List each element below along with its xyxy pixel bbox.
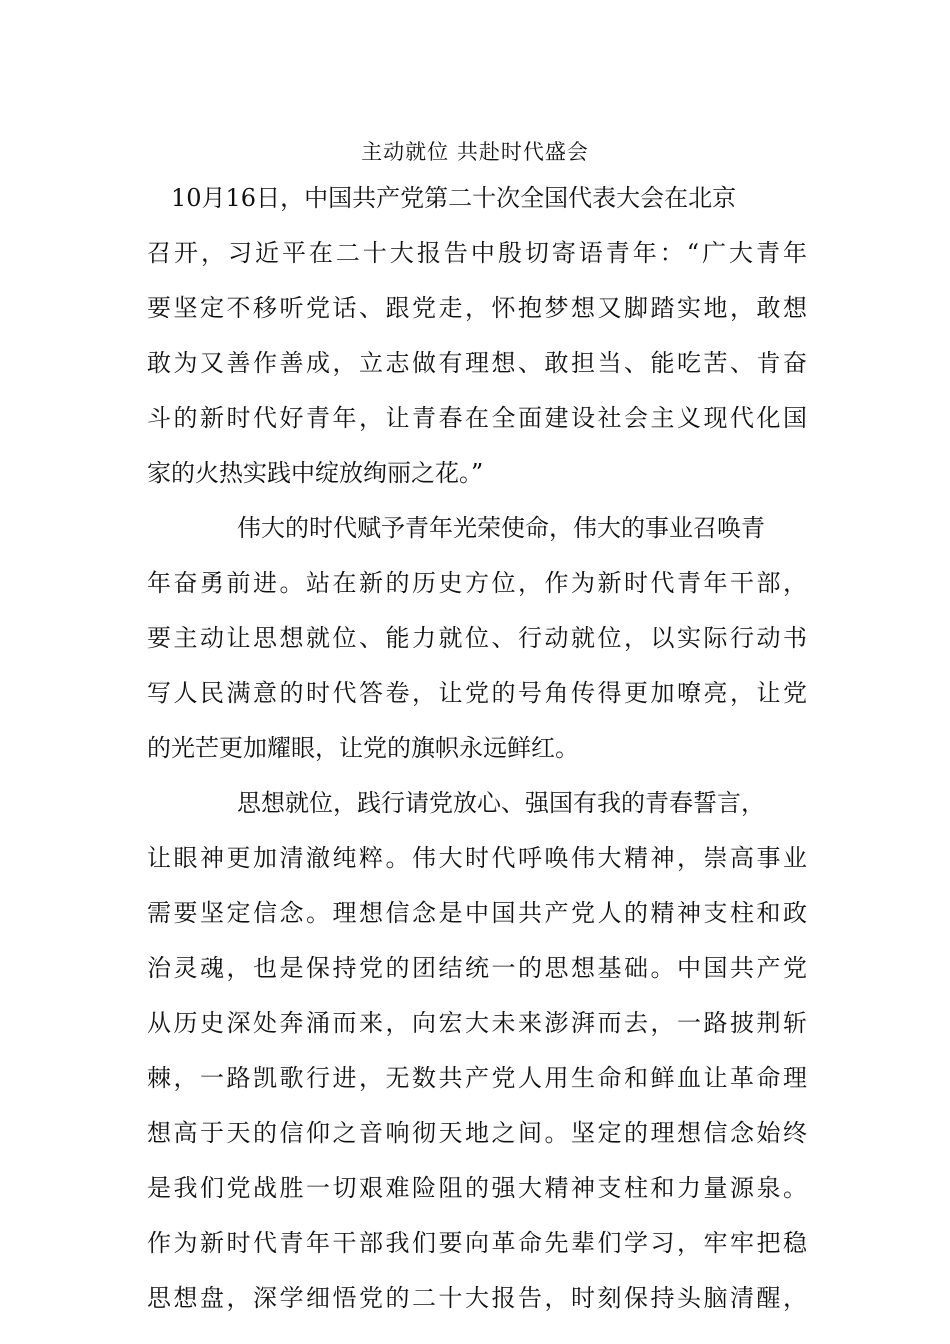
- text-line: 棘，一路凯歌行进，无数共产党人用生命和鲜血让革命理: [147, 1064, 807, 1092]
- text-line: 写人民满意的时代答卷，让党的号角传得更加嘹亮，让党: [147, 679, 807, 707]
- document-title: 主动就位 共赴时代盛会: [361, 140, 589, 164]
- text-line: 从历史深处奔涌而来，向宏大未来澎湃而去，一路披荆斩: [147, 1009, 807, 1037]
- text-line: 召开，习近平在二十大报告中殷切寄语青年：“广大青年: [147, 239, 807, 267]
- text-line: 要坚定不移听党话、跟党走，怀抱梦想又脚踏实地，敢想: [147, 294, 807, 322]
- text-line: 需要坚定信念。理想信念是中国共产党人的精神支柱和政: [147, 899, 807, 927]
- text-line: 让眼神更加清澈纯粹。伟大时代呼唤伟大精神，崇高事业: [147, 844, 807, 872]
- text-line: 要主动让思想就位、能力就位、行动就位，以实际行动书: [147, 624, 807, 652]
- text-line: 是我们党战胜一切艰难险阻的强大精神支柱和力量源泉。: [147, 1174, 807, 1202]
- text-line: 伟大的时代赋予青年光荣使命，伟大的事业召唤青: [237, 514, 765, 542]
- text-line: 思想盘，深学细悟党的二十大报告，时刻保持头脑清醒，: [147, 1284, 807, 1312]
- text-line: 斗的新时代好青年，让青春在全面建设社会主义现代化国: [147, 404, 807, 432]
- text-line: 年奋勇前进。站在新的历史方位，作为新时代青年干部，: [147, 569, 807, 597]
- text-line: 家的火热实践中绽放绚丽之花。”: [147, 459, 484, 487]
- text-line: 作为新时代青年干部我们要向革命先辈们学习，牢牢把稳: [147, 1229, 807, 1257]
- text-line: 思想就位，践行请党放心、强国有我的青春誓言，: [237, 789, 765, 817]
- text-line: 治灵魂，也是保持党的团结统一的思想基础。中国共产党: [147, 954, 807, 982]
- text-line: 的光芒更加耀眼，让党的旗帜永远鲜红。: [147, 734, 579, 762]
- text-line: 想高于天的信仰之音响彻天地之间。坚定的理想信念始终: [147, 1119, 807, 1147]
- text-line: 敢为又善作善成，立志做有理想、敢担当、能吃苦、肯奋: [147, 349, 807, 377]
- text-line: 10月16日，中国共产党第二十次全国代表大会在北京: [171, 184, 737, 212]
